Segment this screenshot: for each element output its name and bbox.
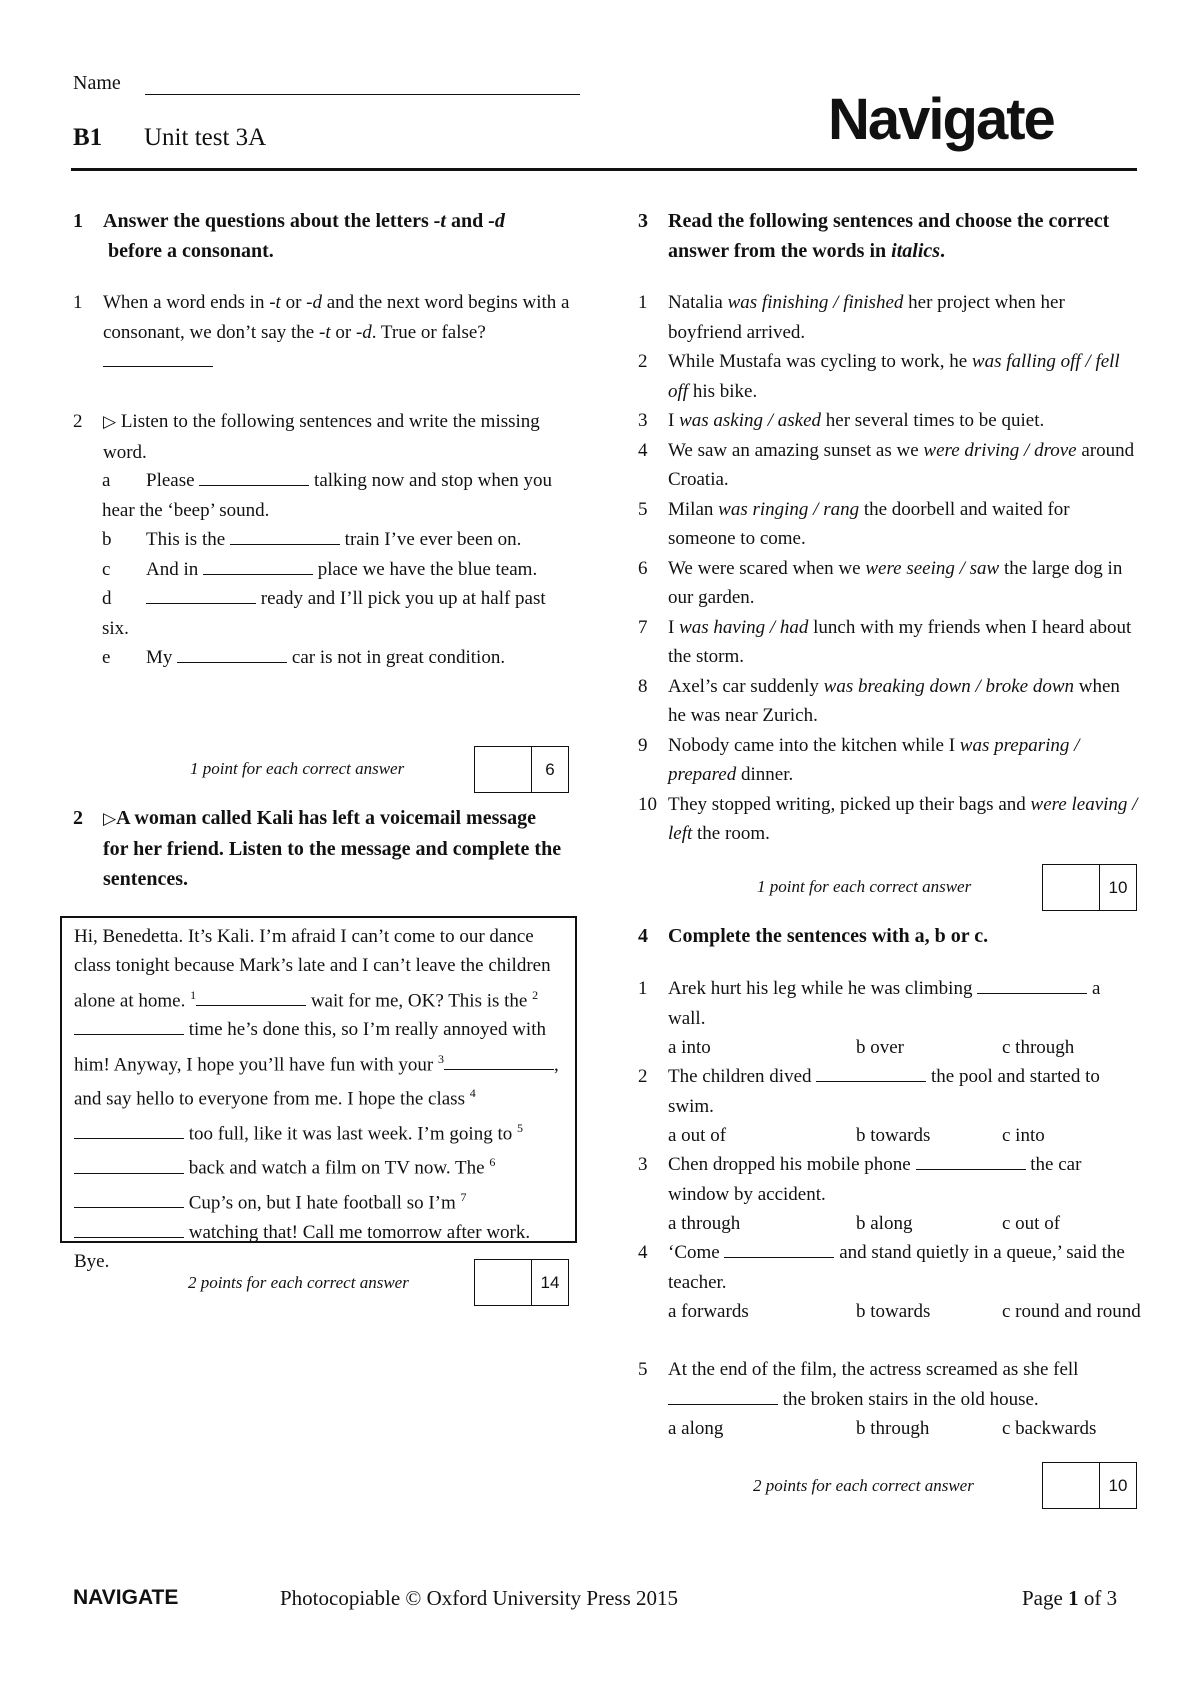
q4-item: 5 At the end of the film, the actress screamed as she fell the broken stairs in the old house. a along b through c backwards	[638, 1355, 1138, 1443]
q2-number: 2	[73, 807, 83, 829]
q3-item: 3 I was asking / asked her several times to be quiet.	[638, 410, 1045, 431]
q3-item: 2 While Mustafa was cycling to work, he was falling off / fell off his bike.	[638, 351, 1120, 402]
q4-number: 4	[638, 925, 648, 947]
name-line	[145, 94, 580, 95]
answer-blank[interactable]	[916, 1151, 1026, 1170]
q3-score-box	[1042, 864, 1137, 911]
q4-items	[638, 974, 1141, 1443]
q1-number: 1	[73, 210, 83, 232]
audio-play-icon: ▷	[103, 412, 117, 432]
q1-score-box	[474, 746, 569, 793]
choice-option[interactable]: was having / had	[679, 616, 809, 638]
choice-option[interactable]: were seeing / saw	[865, 557, 1000, 579]
q2-score-box	[474, 1259, 569, 1306]
q3-item: 8 Axel’s car suddenly was breaking down / broke down when he was near Zurich.	[638, 675, 1120, 726]
q4-item: 2 The children dived the pool and started to swim. a out of b towards c into	[638, 1062, 1138, 1150]
option-a[interactable]: a forwards	[668, 1301, 749, 1322]
q1-sub-d: d ready and I’ll pick you up at half past six.	[102, 584, 572, 643]
level-label: B1	[73, 124, 103, 151]
q4-heading: 4 Complete the sentences with a, b or c.	[638, 921, 1138, 951]
answer-blank[interactable]	[74, 1219, 184, 1238]
option-c[interactable]: c through	[1002, 1037, 1075, 1058]
option-c[interactable]: c backwards	[1002, 1418, 1097, 1439]
answer-blank[interactable]	[977, 975, 1087, 994]
answer-blank[interactable]	[74, 1120, 184, 1139]
score-entry[interactable]	[1043, 865, 1100, 910]
q3-heading: 3 Read the following sentences and choose the correct answer from the words in italics.	[638, 206, 1138, 266]
answer-blank[interactable]	[816, 1063, 926, 1082]
option-b[interactable]: b through	[856, 1418, 930, 1439]
answer-blank[interactable]	[177, 644, 287, 663]
option-a[interactable]: a into	[668, 1037, 711, 1058]
score-total: 14	[540, 1272, 560, 1292]
q1-sub-b: b This is the train I’ve ever been on.	[102, 525, 572, 555]
q3-items	[638, 288, 1138, 849]
choice-option[interactable]: were driving / drove	[923, 439, 1077, 461]
q1-subitems	[102, 466, 572, 673]
q3-number: 3	[638, 210, 648, 232]
score-entry[interactable]	[475, 747, 532, 792]
page-number: Page 1 of 3	[1022, 1586, 1118, 1610]
choice-option[interactable]: was falling off / fell off	[668, 351, 1120, 402]
q4-points-note: 2 points for each correct answer	[753, 1476, 974, 1495]
option-c[interactable]: c round and round	[1002, 1301, 1141, 1322]
choice-option[interactable]: was asking / asked	[679, 410, 822, 431]
choice-option[interactable]: was preparing / prepared	[668, 734, 1080, 785]
score-entry[interactable]	[1043, 1463, 1100, 1508]
q4-item: 4 ‘Come and stand quietly in a queue,’ said the teacher. a forwards b towards c round and round	[638, 1238, 1138, 1355]
option-b[interactable]: b towards	[856, 1125, 931, 1146]
q1-item-1: 1 When a word ends in -t or -d and the next word begins with a consonant, we don’t say the -t or -d. True or false?	[73, 288, 573, 377]
answer-blank[interactable]	[668, 1386, 778, 1405]
option-b[interactable]: b towards	[856, 1301, 931, 1322]
answer-blank[interactable]	[199, 467, 309, 486]
q3-points-note: 1 point for each correct answer	[757, 877, 972, 896]
score-total: 10	[1108, 877, 1128, 897]
q3-item: 9 Nobody came into the kitchen while I was preparing / prepared dinner.	[638, 734, 1080, 785]
q1-heading: 1 Answer the questions about the letters -t and -d before a consonant.	[73, 206, 573, 266]
name-label: Name	[73, 72, 121, 94]
q3-item: 6 We were scared when we were seeing / saw the large dog in our garden.	[638, 557, 1123, 608]
audio-play-icon: ▷	[103, 809, 117, 829]
q4-score-box	[1042, 1462, 1137, 1509]
q3-item: 4 We saw an amazing sunset as we were driving / drove around Croatia.	[638, 439, 1135, 490]
q1-sub-c: c And in place we have the blue team.	[102, 555, 572, 585]
q3-item: 7 I was having / had lunch with my friends when I heard about the storm.	[638, 616, 1132, 667]
answer-blank[interactable]	[74, 1155, 184, 1174]
answer-blank[interactable]	[103, 348, 213, 367]
q1-points-note: 1 point for each correct answer	[190, 759, 405, 778]
header-divider	[71, 168, 1137, 171]
voicemail-passage: Hi, Benedetta. It’s Kali. I’m afraid I can’t come to our dance class tonight because Mark’s late and I can’t leave the children alone at home. $^1$ wait for me, OK? This is the $^2$ time he’s done this, so I’m really annoyed with him! Anyway, I hope you’ll have fun with your $^3$ , and say hello to everyone from me. I hope the class $^4$ too full, like it was last week. I’m going to $^5$ back and watch a film on TV now. The $^6$ Cup’s on, but I hate football so I’m $^7$ watching that! Call me tomorrow after work. Bye.	[60, 916, 577, 1243]
answer-blank[interactable]	[74, 1016, 184, 1035]
answer-blank[interactable]	[230, 526, 340, 545]
unit-title: Unit test 3A	[144, 124, 267, 151]
q3-item: 5 Milan was ringing / rang the doorbell and waited for someone to come.	[638, 498, 1070, 549]
option-a[interactable]: a through	[668, 1213, 741, 1234]
answer-blank[interactable]	[74, 1189, 184, 1208]
q2-heading: 2 ▷A woman called Kali has left a voicemail message for her friend. Listen to the message and complete the sentences.	[73, 803, 563, 894]
option-b[interactable]: b along	[856, 1213, 913, 1234]
footer-brand: NAVIGATE	[73, 1586, 179, 1609]
q1-instruction-end: before a consonant.	[103, 240, 274, 262]
q4-item: 1 Arek hurt his leg while he was climbing a wall. a into b over c through	[638, 974, 1138, 1062]
answer-blank[interactable]	[196, 987, 306, 1006]
q4-item: 3 Chen dropped his mobile phone the car window by accident. a through b along c out of	[638, 1150, 1138, 1238]
choice-option[interactable]: were leaving / left	[668, 793, 1138, 844]
q3-item: 10 They stopped writing, picked up their bags and were leaving / left the room.	[638, 793, 1138, 844]
option-c[interactable]: c into	[1002, 1125, 1045, 1146]
brand-logo: Navigate	[828, 87, 1054, 152]
choice-option[interactable]: was finishing / finished	[727, 292, 904, 313]
q2-points-note: 2 points for each correct answer	[188, 1273, 409, 1292]
answer-blank[interactable]	[444, 1051, 554, 1070]
q1-sub-e: e My car is not in great condition.	[102, 643, 572, 673]
choice-option[interactable]: was ringing / rang	[718, 498, 860, 520]
score-total: 10	[1108, 1475, 1128, 1495]
score-entry[interactable]	[475, 1260, 532, 1305]
q1-sub-a: a Please talking now and stop when you hear the ‘beep’ sound.	[102, 466, 572, 525]
choice-option[interactable]: was breaking down / broke down	[823, 675, 1074, 697]
q1-item-2: 2 ▷ Listen to the following sentences and write the missing word.	[73, 411, 540, 463]
option-b[interactable]: b over	[856, 1037, 905, 1058]
answer-blank[interactable]	[724, 1239, 834, 1258]
option-a[interactable]: a along	[668, 1418, 724, 1439]
option-a[interactable]: a out of	[668, 1125, 727, 1146]
footer-copyright: Photocopiable © Oxford University Press 2015	[280, 1586, 678, 1610]
answer-blank[interactable]	[203, 556, 313, 575]
option-c[interactable]: c out of	[1002, 1213, 1061, 1234]
q3-item: 1 Natalia was finishing / finished her project when her boyfriend arrived.	[638, 292, 1065, 343]
answer-blank[interactable]	[146, 585, 256, 604]
score-total: 6	[545, 759, 555, 779]
